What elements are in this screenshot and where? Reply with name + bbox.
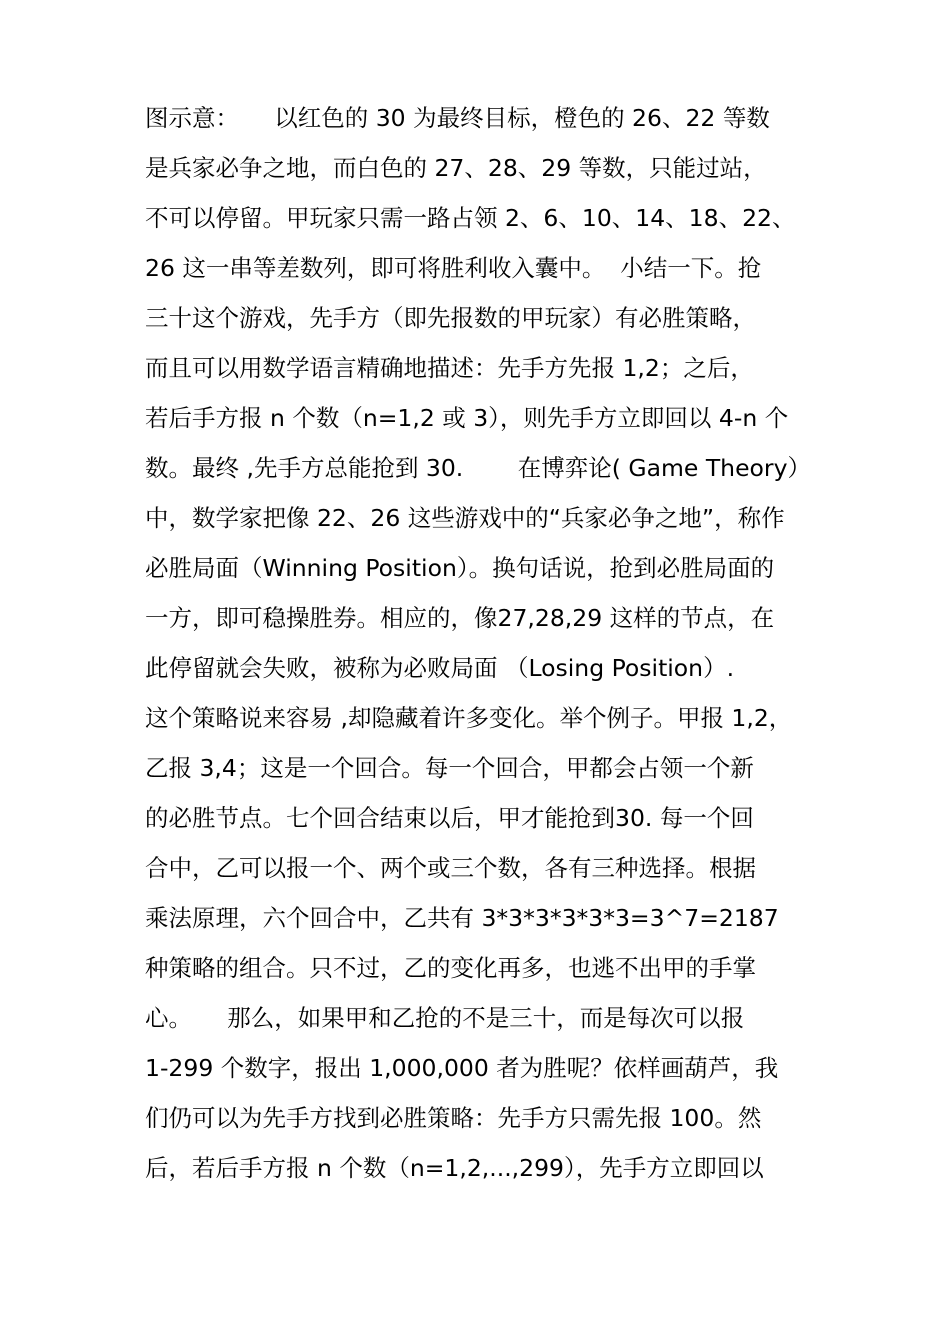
text-line: 心。 那么，如果甲和乙抢的不是三十，而是每次可以报 xyxy=(145,1004,745,1032)
body-text xyxy=(145,93,845,1193)
text-line: 种策略的组合。只不过，乙的变化再多，也逃不出甲的手掌 xyxy=(145,954,756,982)
text-line: 一方，即可稳操胜券。相应的，像27,28,29 这样的节点，在 xyxy=(145,604,775,632)
text-line: 数。最终 ,先手方总能抢到 30. 在博弈论( Game Theory） xyxy=(145,454,811,482)
text-line: 不可以停留。甲玩家只需一路占领 2、6、10、14、18、22、 xyxy=(145,204,796,232)
text-line: 的必胜节点。七个回合结束以后，甲才能抢到30. 每一个回 xyxy=(145,804,754,832)
text-line: 乙报 3,4；这是一个回合。每一个回合，甲都会占领一个新 xyxy=(145,754,754,782)
text-line: 若后手方报 n 个数（n=1,2 或 3），则先手方立即回以 4-n 个 xyxy=(145,404,789,432)
text-line: 此停留就会失败，被称为必败局面 （Losing Position）. xyxy=(145,654,735,682)
text-line: 合中，乙可以报一个、两个或三个数，各有三种选择。根据 xyxy=(145,854,756,882)
text-line: 26 这一串等差数列，即可将胜利收入囊中。 小结一下。抢 xyxy=(145,254,762,282)
text-line: 乘法原理，六个回合中，乙共有 3*3*3*3*3*3=3^7=2187 xyxy=(145,904,779,932)
text-line: 是兵家必争之地，而白色的 27、28、29 等数，只能过站， xyxy=(145,154,767,182)
text-line: 必胜局面（Winning Position）。换句话说，抢到必胜局面的 xyxy=(145,554,775,582)
text-line: 中，数学家把像 22、26 这些游戏中的“兵家必争之地”，称作 xyxy=(145,504,785,532)
text-line: 三十这个游戏，先手方（即先报数的甲玩家）有必胜策略， xyxy=(145,304,756,332)
text-line: 后，若后手方报 n 个数（n=1,2,...,299），先手方立即回以 xyxy=(145,1154,764,1182)
text-line: 1-299 个数字，报出 1,000,000 者为胜呢？依样画葫芦，我 xyxy=(145,1054,779,1082)
text-line: 而且可以用数学语言精确地描述：先手方先报 1,2；之后， xyxy=(145,354,754,382)
text-line: 们仍可以为先手方找到必胜策略：先手方只需先报 100。然 xyxy=(145,1104,762,1132)
text-line: 图示意： 以红色的 30 为最终目标，橙色的 26、22 等数 xyxy=(145,104,770,132)
text-line: 这个策略说来容易 ,却隐藏着许多变化。举个例子。甲报 1,2， xyxy=(145,704,793,732)
